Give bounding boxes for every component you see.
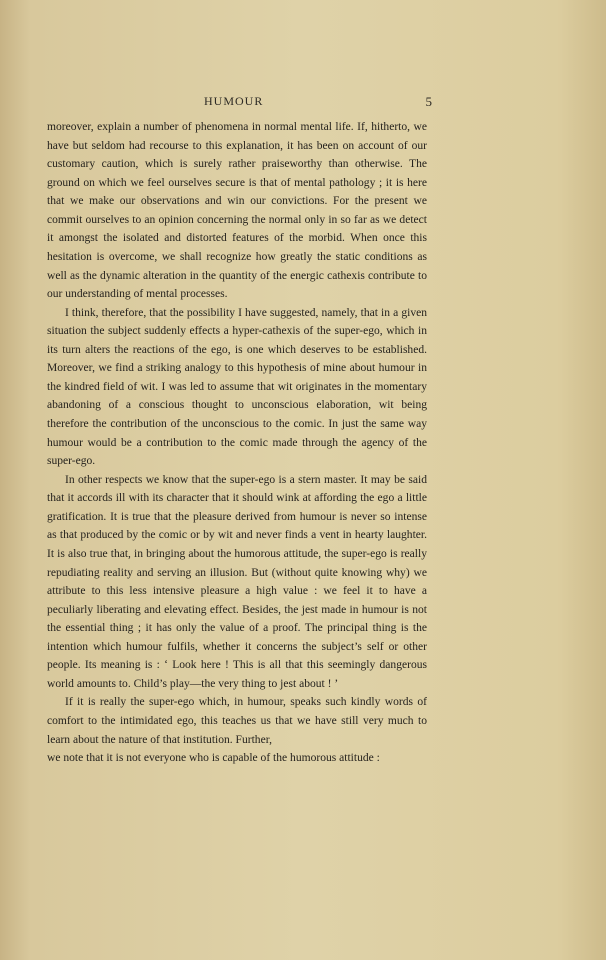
paragraph-4: If it is really the super-ego which, in humour, speaks such kindly words of comfort to the intimidated ego, this teaches us that we have still very much to learn about the nature of that institution. Further, xyxy=(47,696,427,746)
paragraph-3: In other respects we know that the super-ego is a stern master. It may be said that it accords ill with its character that it should wink at affording the ego a little gratification. It is true that the pleasure derived from humour is never so intense as that produced by the comic or by wit and never finds a vent in hearty laughter. It is also true that, in bringing about the humorous attitude, the super-ego is really repudiating reality and serving an illusion. But (without quite knowing why) we attribute to this less intensive pleasure a high value : we feel it to have a peculiarly liberating and elevating effect. Besides, the jest made in humour is not the essential thing ; it has only the value of a proof. The principal thing is the intention which humour fulfils, whether it concerns the subject’s self or other people. Its meaning is : ‘ Look here ! This is all that this seemingly dangerous world amounts to. Child’s play—the very thing to jest about ! ’ xyxy=(47,473,427,690)
running-title: HUMOUR xyxy=(204,94,264,108)
running-head xyxy=(46,94,433,112)
final-line: we note that it is not everyone who is capable of the humorous attitude : xyxy=(47,752,380,765)
body-text xyxy=(47,118,427,768)
page-number: 5 xyxy=(425,94,433,109)
paragraph-1: moreover, explain a number of phenomena in normal mental life. If, hitherto, we have but seldom had recourse to this explanation, it has been on account of our customary caution, which is surely rather praiseworthy than otherwise. The ground on which we feel ourselves secure is that of mental pathology ; it is here that we make our observations and win our convictions. For the present we commit ourselves to an opinion concerning the normal only in so far as we detect it amongst the isolated and distorted features of the morbid. When once this hesitation is overcome, we shall recognize how greatly the static conditions as well as the dynamic alteration in the quantity of the energic cathexis contribute to our understanding of mental processes. xyxy=(47,121,427,301)
paragraph-2: I think, therefore, that the possibility I have suggested, namely, that in a given situation the subject suddenly effects a hyper-cathexis of the super-ego, which in its turn alters the reactions of the ego, is one which deserves to be established. Moreover, we find a striking analogy to this hypothesis of mine about humour in the kindred field of wit. I was led to assume that wit originates in the momentary abandoning of a conscious thought to unconscious elaboration, wit being therefore the contribution of the unconscious to the comic. In just the same way humour would be a contribution to the comic made through the agency of the super-ego. xyxy=(47,306,427,468)
